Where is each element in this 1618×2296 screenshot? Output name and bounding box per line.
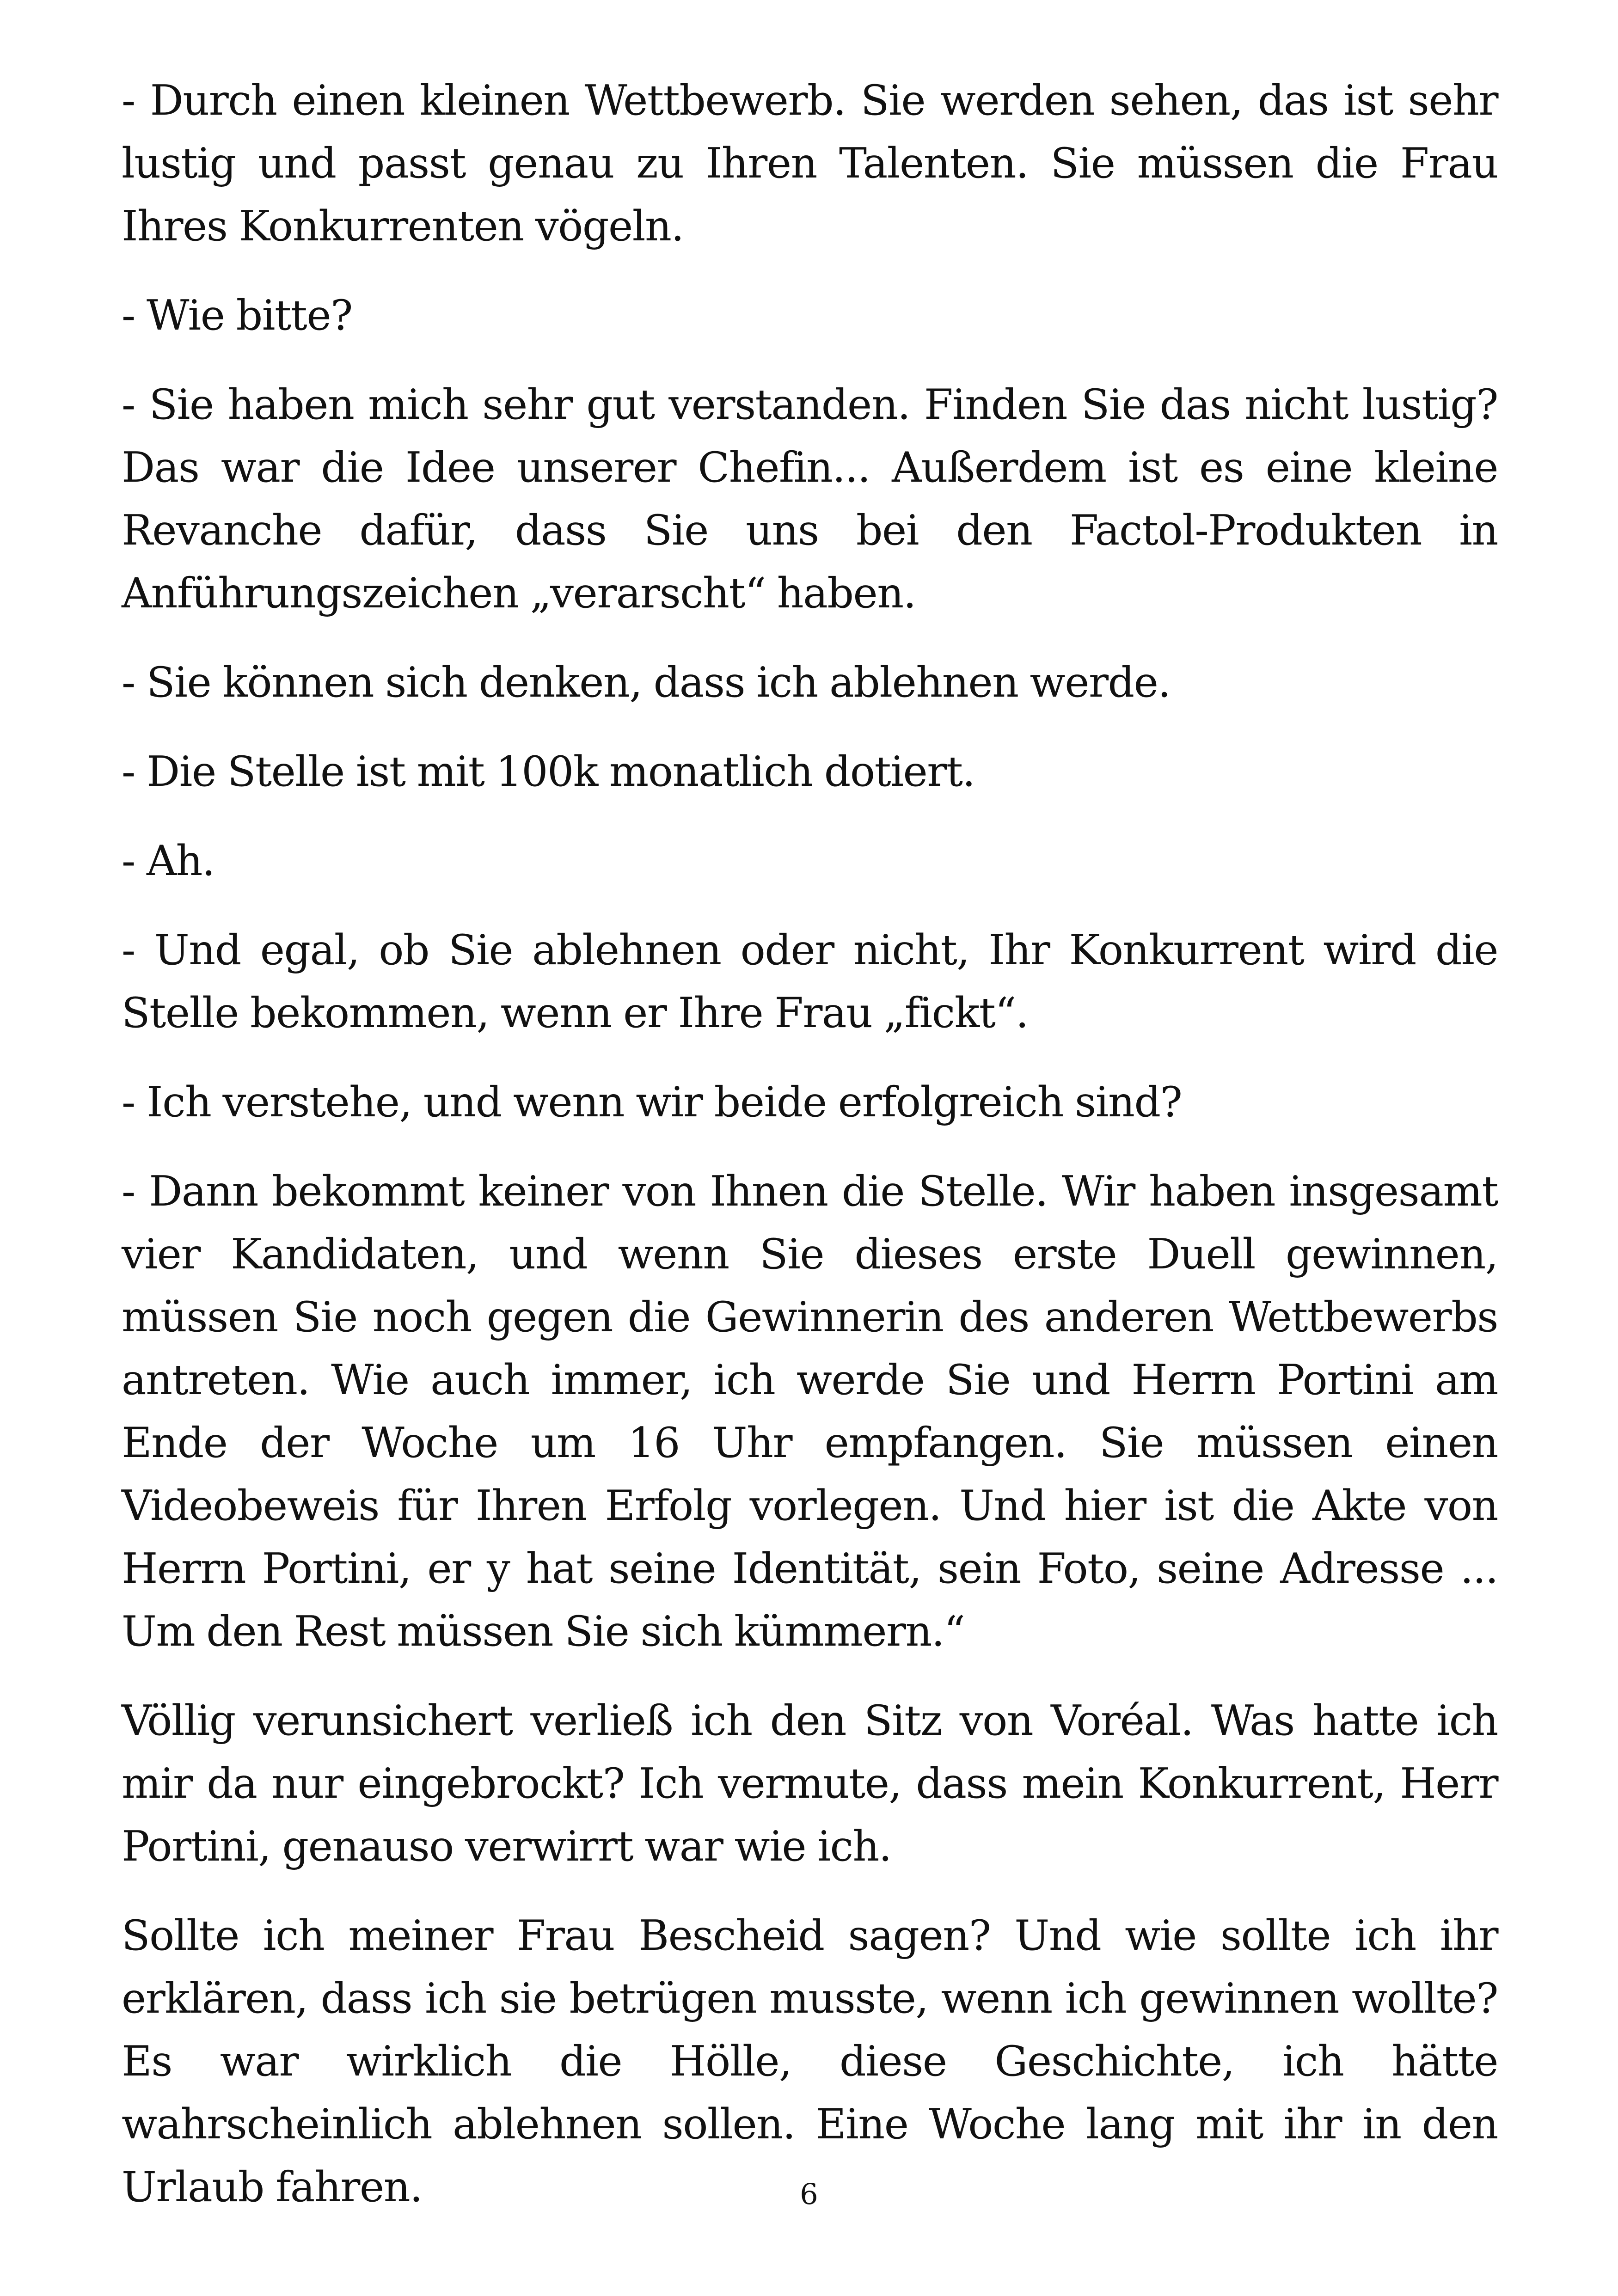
paragraph-6: - Ah. (122, 837, 215, 885)
paragraph-7: - Und egal, ob Sie ablehnen oder nicht, Ihr Konkurrent wird die Stelle bekommen, wenn er Ihre Frau „fickt“. (122, 926, 1498, 1037)
paragraph-2: - Wie bitte? (122, 291, 352, 340)
page-body (122, 69, 1498, 2211)
paragraph-1: - Durch einen kleinen Wettbewerb. Sie werden sehen, das ist sehr lustig und passt genau zu Ihren Talenten. Sie müssen die Frau Ihres Konkurrenten vögeln. (122, 76, 1498, 251)
paragraph-11: Sollte ich meiner Frau Bescheid sagen? Und wie sollte ich ihr erklären, dass ich sie betrügen musste, wenn ich gewinnen wollte? Es war wirklich die Hölle, diese Geschichte, ich hätte wahrscheinlich ablehnen sollen. Eine Woche lang mit ihr in den Urlaub fahren. (122, 1911, 1498, 2211)
page-number: 6 (800, 2177, 818, 2211)
paragraph-9: - Dann bekommt keiner von Ihnen die Stelle. Wir haben insgesamt vier Kandidaten, und wenn Sie dieses erste Duell gewinnen, müssen Sie noch gegen die Gewinnerin des anderen Wettbewerbs antreten. Wie auch immer, ich werde Sie und Herrn Portini am Ende der Woche um 16 Uhr empfangen. Sie müssen einen Videobeweis für Ihren Erfolg vorlegen. Und hier ist die Akte von Herrn Portini, er y hat seine Identität, sein Foto, seine Adresse ... Um den Rest müssen Sie sich kümmern.“ (122, 1167, 1498, 1656)
paragraph-10: Völlig verunsichert verließ ich den Sitz von Voréal. Was hatte ich mir da nur eingebrockt? Ich vermute, dass mein Konkurrent, Herr Portini, genauso verwirrt war wie ich. (122, 1696, 1498, 1871)
paragraph-4: - Sie können sich denken, dass ich ablehnen werde. (122, 658, 1171, 707)
paragraph-5: - Die Stelle ist mit 100k monatlich dotiert. (122, 747, 975, 796)
paragraph-8: - Ich verstehe, und wenn wir beide erfolgreich sind? (122, 1078, 1182, 1127)
paragraph-3: - Sie haben mich sehr gut verstanden. Finden Sie das nicht lustig? Das war die Idee unserer Chefin... Außerdem ist es eine kleine Revanche dafür, dass Sie uns bei den Factol-Produkten in Anführungszeichen „verarscht“ haben. (122, 380, 1498, 618)
